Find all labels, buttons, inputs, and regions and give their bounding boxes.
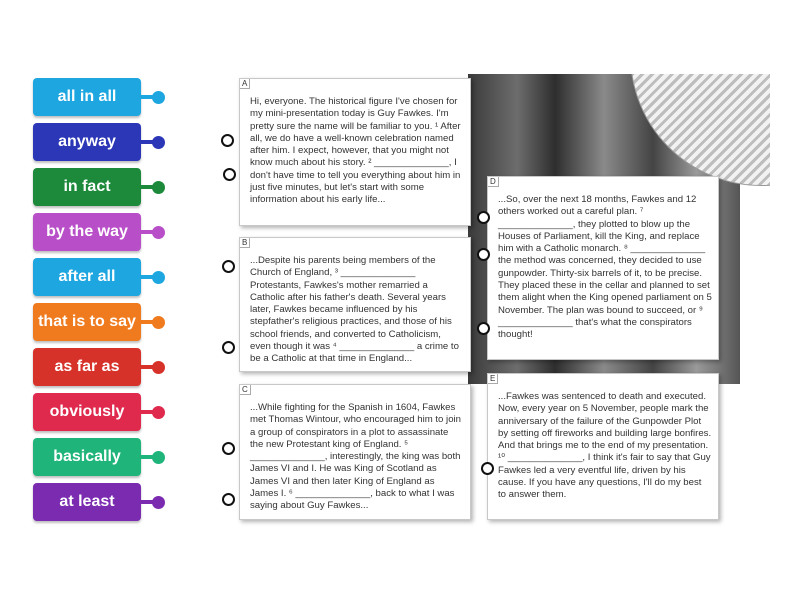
card-text: ...Despite his parents being members of the Church of England, ³ ______________ Protestants, Fawkes's mother remarried a Catholic after his father's death. Several years later, Fawkes became influenced by his stepfather's religious practices, and those of his school friends, and converted to Catholicism, even though it was ⁴ ______________ a crime to be a Catholic at that time in England... [250, 255, 459, 365]
drop-slot-6[interactable] [222, 493, 235, 506]
drop-slot-10[interactable] [481, 462, 494, 475]
tile-knob[interactable] [152, 226, 165, 239]
drop-slot-2[interactable] [223, 168, 236, 181]
card-label: C [240, 385, 251, 395]
tile-knob[interactable] [152, 496, 165, 509]
drop-slot-5[interactable] [222, 442, 235, 455]
tile-obviously[interactable]: obviously [33, 393, 141, 431]
tile-at-least[interactable]: at least [33, 483, 141, 521]
card-label: E [488, 374, 498, 384]
tile-knob[interactable] [152, 406, 165, 419]
tile-knob[interactable] [152, 451, 165, 464]
text-card-b [239, 237, 471, 372]
tile-knob[interactable] [152, 181, 165, 194]
text-card-c [239, 384, 471, 520]
drop-slot-9[interactable] [477, 322, 490, 335]
tile-knob[interactable] [152, 136, 165, 149]
drop-slot-3[interactable] [222, 260, 235, 273]
card-label: A [240, 79, 250, 89]
drop-slot-7[interactable] [477, 211, 490, 224]
drop-slot-8[interactable] [477, 248, 490, 261]
tile-basically[interactable]: basically [33, 438, 141, 476]
card-label: D [488, 177, 499, 187]
tile-knob[interactable] [152, 316, 165, 329]
tile-after-all[interactable]: after all [33, 258, 141, 296]
tile-all-in-all[interactable]: all in all [33, 78, 141, 116]
card-text: Hi, everyone. The historical figure I've chosen for my mini-presentation today is Guy Fawkes. I'm pretty sure the name will be familiar to you. ¹ After all, we do have a well-known celebration named after him. I expect, however, that you might not know much about his story. ² ______________, I don't have time to tell you everything about him in just five minutes, but let's start with some information about his early life... [250, 96, 461, 206]
text-card-a [239, 78, 471, 226]
tile-knob[interactable] [152, 271, 165, 284]
card-text: ...While fighting for the Spanish in 1604, Fawkes met Thomas Wintour, who encouraged him to join a group of conspirators in a plot to assassinate the new Protestant king of England. ⁵ ______________, interestingly, the king was both James VI and I. He was King of Scotland as James VI and then later King of England as James I. ⁶ ______________, back to what I was saying about Guy Fawkes... [250, 402, 461, 512]
tile-knob[interactable] [152, 91, 165, 104]
card-text: ...Fawkes was sentenced to death and executed. Now, every year on 5 November, people mark the anniversary of the failure of the Gunpowder Plot by setting off fireworks and building large bonfires. And that brings me to the end of my presentation. ¹⁰ ______________, I think it's fair to say that Guy Fawkes led a very eventful life, driven by his cause. If you have any questions, I'll do my best to answer them. [498, 391, 712, 501]
text-card-e [487, 373, 719, 520]
tile-anyway[interactable]: anyway [33, 123, 141, 161]
card-label: B [240, 238, 250, 248]
tile-as-far-as[interactable]: as far as [33, 348, 141, 386]
text-card-d [487, 176, 719, 360]
drop-slot-1[interactable] [221, 134, 234, 147]
tile-knob[interactable] [152, 361, 165, 374]
tile-by-the-way[interactable]: by the way [33, 213, 141, 251]
tile-in-fact[interactable]: in fact [33, 168, 141, 206]
drop-slot-4[interactable] [222, 341, 235, 354]
card-text: ...So, over the next 18 months, Fawkes and 12 others worked out a careful plan. ⁷ ______________, they plotted to blow up the Houses of Parliament, kill the King, and replace him with a Catholic monarch. ⁸ ______________ the method was concerned, they decided to use gunpowder. Thirty-six barrels of it, to be precise. They placed these in the cellar and planned to set them alight when the King opened parliament on 5 November. The plan was bound to succeed, or ⁹ ______________ that's what the conspirators thought! [498, 194, 712, 341]
tile-that-is-to-say[interactable]: that is to say [33, 303, 141, 341]
